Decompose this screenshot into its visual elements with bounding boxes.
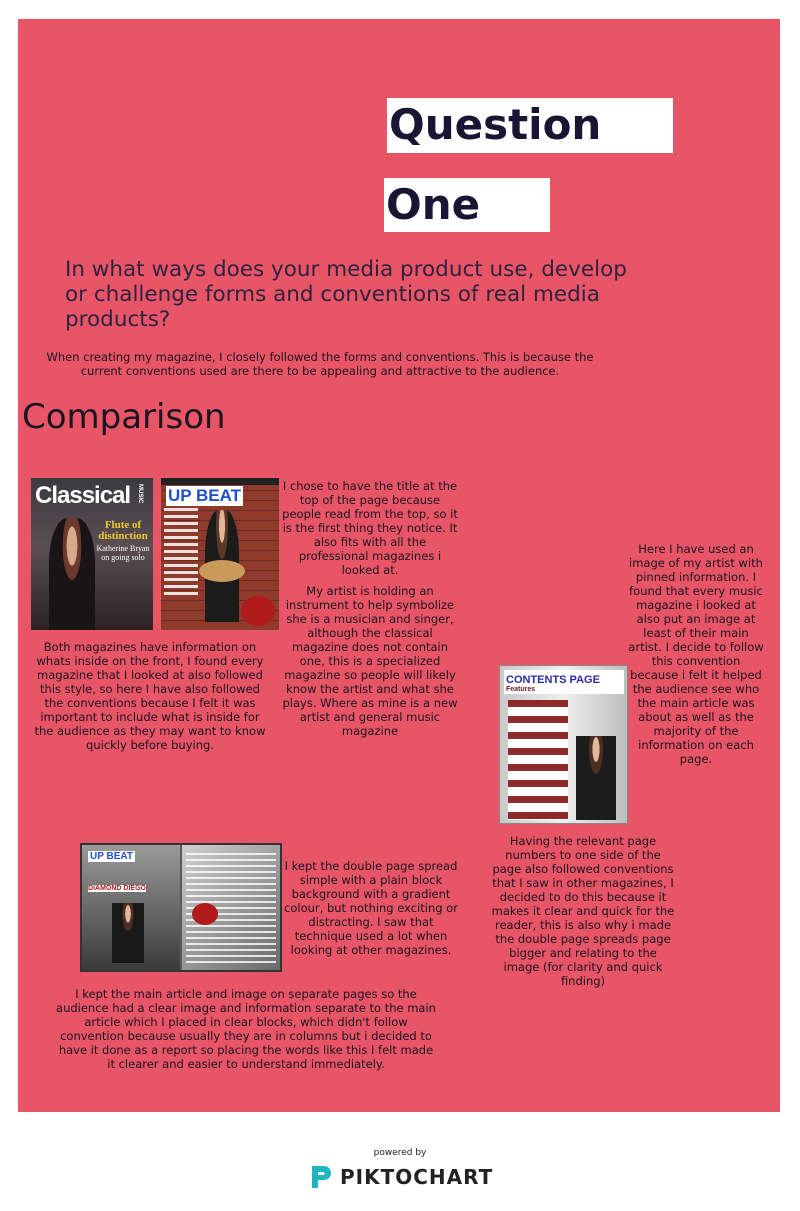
classical-masthead: Classical [35, 482, 131, 509]
drummer-photo [112, 903, 144, 963]
classical-magazine-cover [31, 478, 153, 630]
contents-list [508, 700, 568, 820]
article-layout-text: I kept the main article and image on separate pages so the audience had a clear image and information separate to the main article which I placed in clear blocks, which didn't follow convention because usually they are in columns but i decided to have it done as a report so placing the words like this I felt made it clearer and easier to understand immediately. [56, 987, 436, 1071]
classical-cover-model [49, 518, 95, 630]
classical-subline: Katherine Bryan on going solo [96, 544, 150, 562]
footer [0, 1112, 800, 1211]
cover-contents-text: Both magazines have information on whats inside on the front, I found every magazine that I looked at also followed this style, so here I have also followed the conventions because I felt it was important to include what is inside for the audience as they may want to know quickly before buying. [34, 640, 266, 752]
spread-masthead: UP BEAT [90, 851, 133, 862]
title-one-box [384, 178, 550, 232]
contents-heading: CONTENTS PAGE [506, 674, 600, 686]
upbeat-magazine-cover [161, 478, 279, 630]
spread-name: DIAMOND DIEGO [88, 885, 146, 892]
upbeat-cover-lines [164, 508, 198, 598]
powered-by-text: powered by [373, 1148, 427, 1158]
simple-spread-text: I kept the double page spread simple with a plain block background with a gradient colour, but nothing exciting or distracting. I saw that technique used a lot when looking at other magazines. [284, 859, 458, 957]
double-page-spread-image [80, 843, 282, 972]
piktochart-wordmark: PIKTOCHART [340, 1165, 494, 1189]
contents-subheading: Features [506, 686, 536, 693]
page-numbers-text: Having the relevant page numbers to one side of the page also followed conventions that I saw in other magazines, I decided to do this because it makes it clear and quick for the reader, this is also why i made the double page spreads page bigger and relating to the image (for clarity and quick finding) [491, 834, 675, 988]
artist-image-text: Here I have used an image of my artist with pinned information. I found that every music magazine i looked at also put an image at least of their main artist. I decide to follow this convention because i felt it helped the audience see who the main article was about as well as the majority of the information on each page. [628, 542, 764, 766]
piktochart-brand[interactable] [310, 1162, 493, 1192]
contents-artist-photo [576, 736, 616, 820]
question-text: In what ways does your media product use, develop or challenge forms and conventions of real media products? [65, 257, 627, 332]
title-line-1: Question [389, 100, 602, 149]
comparison-heading: Comparison [22, 397, 226, 437]
title-placement-text: I chose to have the title at the top of the page because people read from the top, so it is the first thing they notice. It also fits with all the professional magazines i looked at. [282, 479, 458, 577]
upbeat-cover-badge [241, 596, 275, 626]
upbeat-top-strip [161, 478, 279, 485]
piktochart-logo-icon [310, 1164, 332, 1190]
guitar-icon [199, 560, 245, 582]
intro-text: When creating my magazine, I closely followed the forms and conventions. This is because the current conventions used are there to be appealing and attractive to the audience. [46, 350, 594, 378]
title-line-2: One [386, 180, 481, 229]
spread-red-badge [192, 903, 218, 925]
upbeat-masthead: UP BEAT [168, 486, 242, 505]
title-question-box [387, 98, 673, 153]
instrument-text: My artist is holding an instrument to help symbolize she is a musician and singer, although the classical magazine does not contain one, this is a specialized magazine so people will likely know the artist and what she plays. Where as mine is a new artist and general music magazine [282, 584, 458, 738]
contents-page-image [499, 665, 628, 824]
classical-headline: Flute of distinction [98, 519, 148, 542]
classical-side-word: MUSIC [137, 484, 143, 504]
